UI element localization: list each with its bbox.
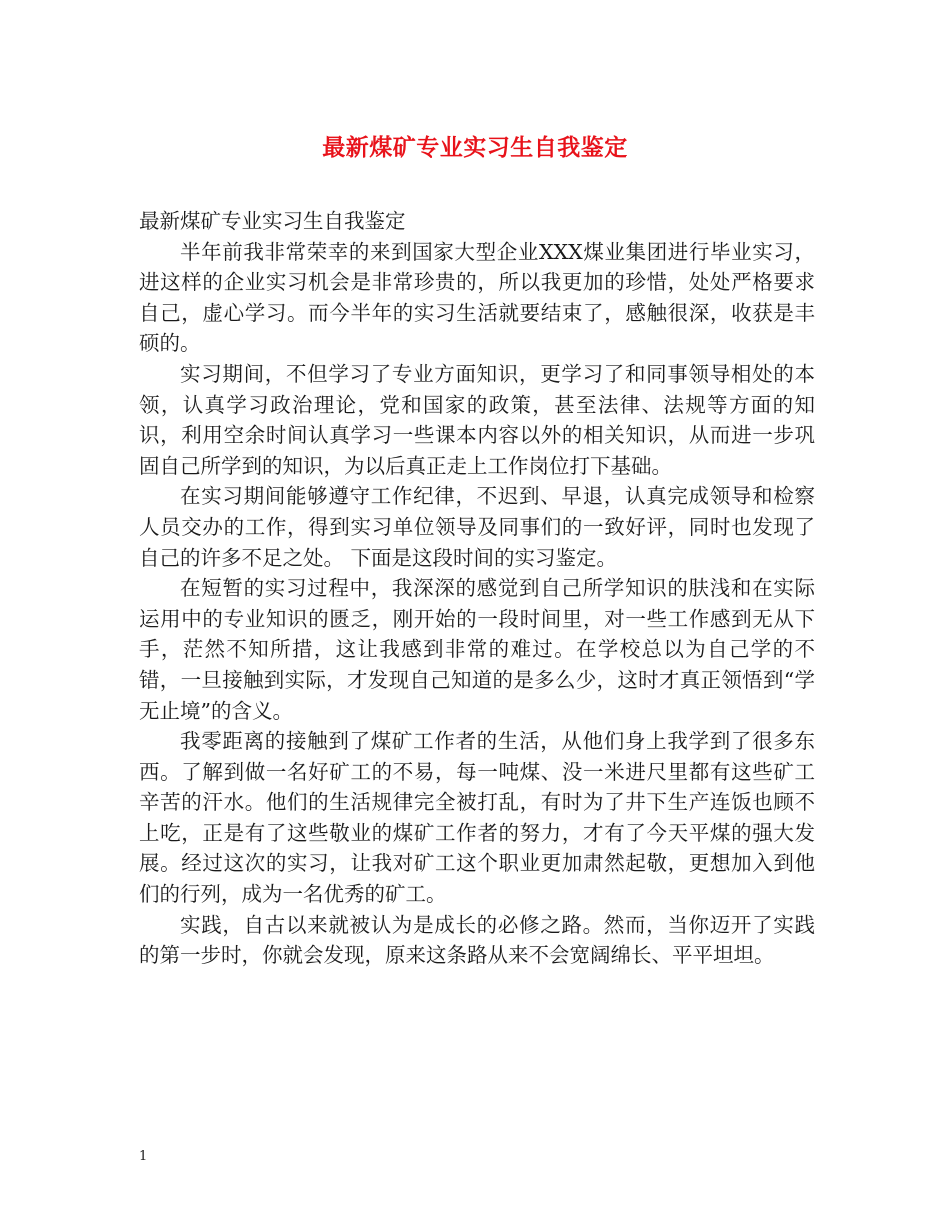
paragraph-2: 实习期间，不但学习了专业方面知识，更学习了和同事领导相处的本领，认真学习政治理论，党和国家的政策，甚至法律、法规等方面的知识，利用空余时间认真学习一些课本内容以外的相关知识，从而进一步巩固自己所学到的知识，为以后真正走上工作岗位打下基础。	[139, 361, 815, 478]
document-title: 最新煤矿专业实习生自我鉴定	[322, 134, 628, 161]
document-subtitle: 最新煤矿专业实习生自我鉴定	[139, 209, 406, 233]
page-number: 1	[139, 1149, 148, 1164]
paragraph-1: 半年前我非常荣幸的来到国家大型企业XXX煤业集团进行毕业实习，进这样的企业实习机会是非常珍贵的，所以我更加的珍惜，处处严格要求自己，虚心学习。而今半年的实习生活就要结束了，感触很深，收获是丰硕的。	[139, 239, 815, 356]
paragraph-3: 在实习期间能够遵守工作纪律，不迟到、早退，认真完成领导和检察人员交办的工作，得到实习单位领导及同事们的一致好评，同时也发现了自己的许多不足之处。 下面是这段时间的实习鉴定。	[139, 484, 815, 570]
paragraph-5: 我零距离的接触到了煤矿工作者的生活，从他们身上我学到了很多东西。了解到做一名好矿工的不易，每一吨煤、没一米进尺里都有这些矿工辛苦的汗水。他们的生活规律完全被打乱，有时为了井下生产连饭也顾不上吃，正是有了这些敬业的煤矿工作者的努力，才有了今天平煤的强大发展。经过这次的实习，让我对矿工这个职业更加肃然起敬，更想加入到他们的行列，成为一名优秀的矿工。	[139, 729, 815, 907]
paragraph-6: 实践，自古以来就被认为是成长的必修之路。然而，当你迈开了实践的第一步时，你就会发现，原来这条路从来不会宽阔绵长、平平坦坦。	[139, 912, 815, 968]
document-body	[139, 206, 815, 971]
paragraph-4: 在短暂的实习过程中，我深深的感觉到自己所学知识的肤浅和在实际运用中的专业知识的匮乏，刚开始的一段时间里，对一些工作感到无从下手，茫然不知所措，这让我感到非常的难过。在学校总以为自己学的不错，一旦接触到实际，才发现自己知道的是多么少，这时才真正领悟到“学无止境”的含义。	[139, 576, 815, 723]
